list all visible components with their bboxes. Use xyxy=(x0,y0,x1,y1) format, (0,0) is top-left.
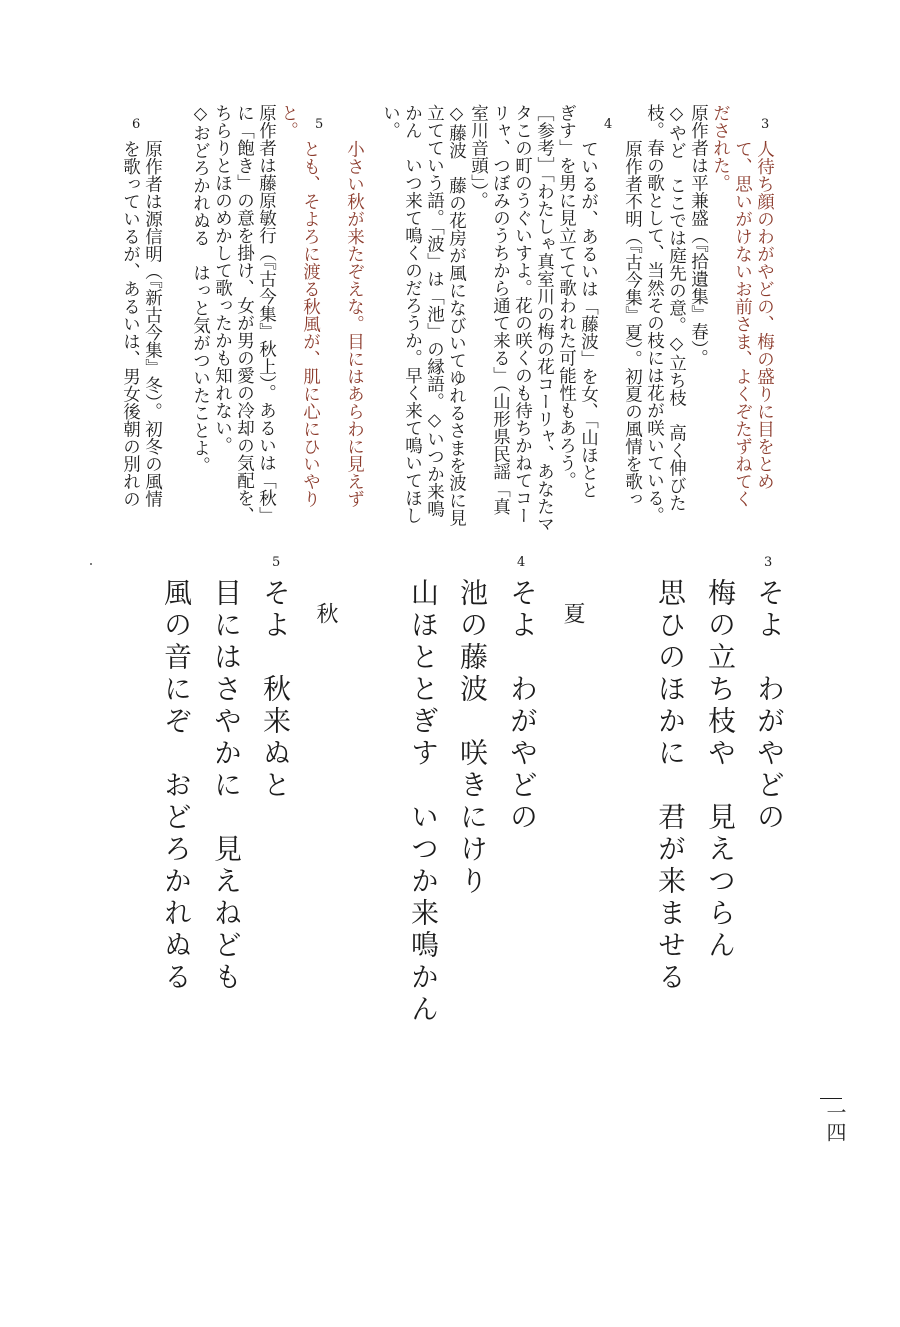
note-4-line-7: 室川音頭」）。 xyxy=(468,104,489,209)
poem-number-5: 5 xyxy=(272,555,281,570)
poem-5-line-3: 風の音にぞ おどろかれぬる xyxy=(160,578,193,994)
note-4-line-5: タこの町のうぐいすよ。花の咲くのも待ちかねてコー xyxy=(512,104,533,524)
note-3-line-3: だされた。 xyxy=(710,104,731,192)
note-3-line-5: ◇やど ここでは庭先の意。◇立ち枝 高く伸びた xyxy=(666,104,687,512)
note-4-line-4: ［参考］「わたしゃ真室川の梅の花コーリャ、あなたマ xyxy=(534,104,555,533)
page-number: 一四 xyxy=(823,1102,847,1142)
poem-number-3: 3 xyxy=(764,555,773,570)
note-4-line-3: ぎす」を男に見立てて歌われた可能性もあろう。 xyxy=(556,104,577,489)
poem-5-line-2: 目にはさやかに 見えねども xyxy=(210,578,243,994)
note-4-line-11: い。 xyxy=(380,104,401,139)
note-number-6: 6 xyxy=(132,117,141,132)
note-5-line-3: と。 xyxy=(278,104,299,139)
note-3-line-2: て、思いがけないお前さま、よくぞたずねてく xyxy=(732,140,753,508)
note-4-line-10: かん いつ来て鳴くのだろうか。早く来て鳴いてほし xyxy=(402,104,423,524)
note-5-line-4: 原作者は藤原敏行（『古今集』秋上）。あるいは「秋」 xyxy=(256,104,277,524)
folio-rule xyxy=(820,1098,842,1099)
poem-3-line-3: 思ひのほかに 君が来ませる xyxy=(654,578,687,994)
poem-5-line-1: そよ 秋来ぬと xyxy=(259,578,292,802)
note-3-line-6: 枝。春の歌として、当然その枝には花が咲いている。 xyxy=(644,104,665,524)
note-5-line-5: に「飽き」の意を掛け、女が男の愛の冷却の気配を、 xyxy=(234,104,255,524)
note-5-line-6: ちらりとほのめかして歌ったかも知れない。 xyxy=(212,104,233,454)
note-4-line-1: 原作者不明（『古今集』夏）。初夏の風情を歌っ xyxy=(622,140,643,508)
note-number-4: 4 xyxy=(604,117,613,132)
poem-4-line-2: 池の藤波 咲きにけり xyxy=(456,578,489,898)
note-6-line-1: 原作者は源信明（『新古今集』冬）。初冬の風情 xyxy=(142,140,163,508)
section-heading-summer: 夏 xyxy=(560,602,585,624)
note-number-3: 3 xyxy=(761,117,770,132)
section-heading-autumn: 秋 xyxy=(313,602,338,624)
note-4-line-6: リャ、つぼみのうちから通て来る」（山形県民謡「真 xyxy=(490,104,511,516)
poem-4-line-1: そよ わがやどの xyxy=(506,578,539,834)
note-number-5: 5 xyxy=(315,117,324,132)
note-4-line-9: 立てていう語。「波」は「池」の縁語。◇いつか来鳴 xyxy=(424,104,445,518)
page-speck xyxy=(90,563,92,565)
note-4-line-2: ているが、あるいは「藤波」を女、「山ほとと xyxy=(578,140,599,499)
poem-3-line-1: そよ わがやどの xyxy=(753,578,786,834)
note-5-line-2: とも、そよろに渡る秋風が、肌に心にひいやり xyxy=(300,140,321,508)
poem-3-line-2: 梅の立ち枝や 見えつらん xyxy=(704,578,737,962)
note-5-line-1: 小さい秋が来たぞえな。目にはあらわに見えず xyxy=(344,140,365,508)
note-4-line-8: ◇藤波 藤の花房が風になびいてゆれるさまを波に見 xyxy=(446,104,467,527)
note-6-line-2: を歌っているが、あるいは、男女後朝の別れの xyxy=(120,140,141,508)
poem-number-4: 4 xyxy=(517,555,526,570)
note-3-line-1: 人待ち顔のわがやどの、梅の盛りに目をとめ xyxy=(754,140,775,490)
note-3-line-4: 原作者は平兼盛（『拾遺集』春）。 xyxy=(688,104,709,367)
note-5-line-7: ◇おどろかれぬる はっと気がついたことよ。 xyxy=(190,104,211,474)
poem-4-line-3: 山ほととぎす いつか来鳴かん xyxy=(407,578,440,1026)
